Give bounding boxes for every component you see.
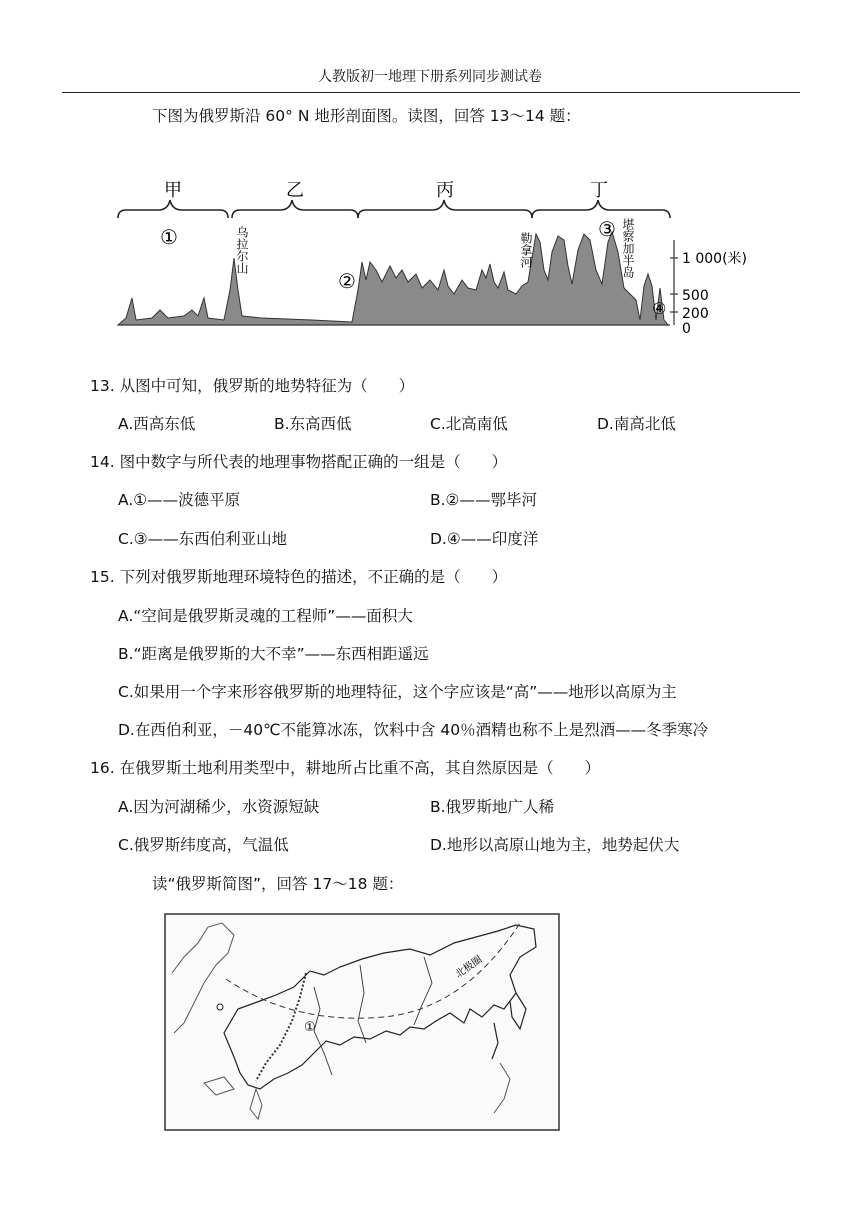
q16-option-a: A.因为河湖稀少，水资源短缺 [118,798,320,816]
q16-option-c: C.俄罗斯纬度高，气温低 [118,836,289,854]
label-kamchatka: 堪察加半岛 [621,218,635,278]
intro-13-14: 下图为俄罗斯沿 60° N 地形剖面图。读图，回答 13～14 题： [152,107,581,125]
scale-0: 0 [682,321,691,337]
terrain-silhouette [118,232,668,325]
bracket-ding [532,200,670,218]
arctic-circle-label: 北极圈 [453,954,485,981]
scale-200: 200 [682,306,709,322]
scale-1000: 1 000(米) [682,251,748,267]
map-frame [165,914,559,1130]
q13-option-d: D.南高北低 [597,415,676,433]
q14-option-a: A.①——波德平原 [118,491,241,509]
page-header: 人教版初一地理下册系列同步测试卷 [318,69,542,85]
bracket-bing [358,200,532,218]
circle-1: ① [160,225,178,249]
q15-option-c: C.如果用一个字来形容俄罗斯的地理特征，这个字应该是“高”——地形以高原为主 [118,683,677,701]
circle-3: ③ [598,217,616,241]
q14-stem: 14. 图中数字与所代表的地理事物搭配正确的一组是（ ） [90,453,508,471]
q16-option-d: D.地形以高原山地为主，地势起伏大 [430,836,680,854]
circle-4: ④ [652,299,667,318]
q16-option-b: B.俄罗斯地广人稀 [430,798,555,816]
terrain-profile-figure [112,170,772,350]
q15-stem: 15. 下列对俄罗斯地理环境特色的描述，不正确的是（ ） [90,568,508,586]
label-ural: 乌拉尔山 [235,226,249,274]
russia-map-figure [164,913,560,1131]
q14-option-c: C.③——东西伯利亚山地 [118,530,288,548]
bracket-jia [118,200,228,218]
region-yi: 乙 [286,180,304,201]
q14-option-d: D.④——印度洋 [430,530,539,548]
scale-500: 500 [682,288,709,304]
label-lena: 勒拿河 [519,232,533,268]
header-rule [62,92,800,93]
q13-stem: 13. 从图中可知，俄罗斯的地势特征为（ ） [90,377,415,395]
map-circle-1: ① [304,1020,316,1035]
q15-option-d: D.在西伯利亚，－40℃不能算冰冻，饮料中含 40％酒精也称不上是烈酒——冬季寒冷 [118,721,709,739]
q13-option-b: B.东高西低 [274,415,352,433]
bracket-yi [232,200,358,218]
region-ding: 丁 [590,180,608,201]
q15-option-b: B.“距离是俄罗斯的大不幸”——东西相距遥远 [118,645,429,663]
circle-2: ② [338,269,356,293]
q13-option-a: A.西高东低 [118,415,196,433]
region-bing: 丙 [436,180,454,201]
q15-option-a: A.“空间是俄罗斯灵魂的工程师”——面积大 [118,607,413,625]
q14-option-b: B.②——鄂毕河 [430,491,537,509]
q13-option-c: C.北高南低 [430,415,508,433]
q16-stem: 16. 在俄罗斯土地利用类型中，耕地所占比重不高，其自然原因是（ ） [90,759,601,777]
intro-17-18: 读“俄罗斯简图”，回答 17～18 题： [152,875,404,893]
region-jia: 甲 [164,180,182,201]
